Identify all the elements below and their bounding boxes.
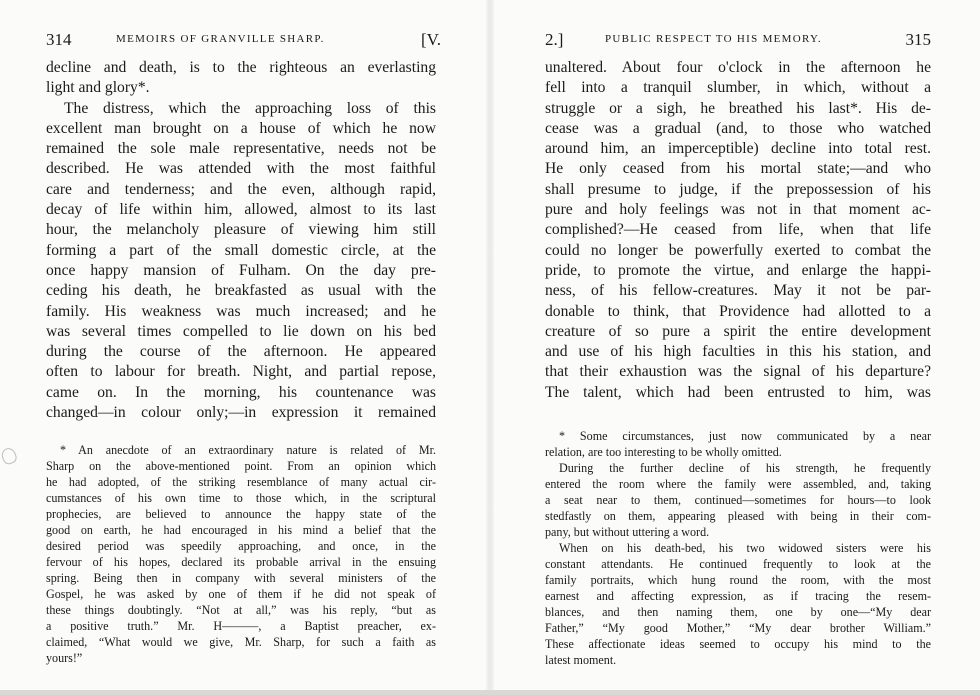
margin-pencil-mark <box>0 446 18 466</box>
body-line: unaltered. About four o'clock in the afternoon he <box>545 59 931 76</box>
right-page <box>490 0 980 695</box>
body-line: pure and holy feelings was not in that moment ac- <box>545 201 931 219</box>
footnote-line: fervour of his hopes, declared its probable arrival in the ensuing <box>46 555 436 569</box>
left-page-header <box>46 30 441 52</box>
footnote-line: * Some circumstances, just now communicated by a near <box>559 429 931 443</box>
body-line: that their exhaustion was the signal of his departure? <box>545 363 931 381</box>
footnote-line: he had adopted, of the striking resemblance of many actual cir- <box>46 475 436 489</box>
right-footnote <box>545 428 931 668</box>
footnote-line: a positive truth.” Mr. H———, a Baptist preacher, ex- <box>46 619 436 633</box>
footnote-line: constant attendants. He continued frequently to look at the <box>545 557 931 571</box>
body-line: family. His weakness was much increased; and he <box>46 302 436 320</box>
body-line: donable to think, that Providence had allotted to a <box>545 302 931 320</box>
body-line: forming a part of the small domestic circle, at the <box>46 241 436 259</box>
footnote-line: When on his death-bed, his two widowed sisters were his <box>559 541 931 555</box>
footnote-line: yours!” <box>46 651 83 665</box>
footnote-line: stedfastly on them, appearing pleased with being in their com- <box>545 509 931 523</box>
body-line: light and glory*. <box>46 79 150 97</box>
right-section-mark: 2.] <box>545 30 564 49</box>
footnote-line: entered the room where the family were assembled, and, taking <box>545 477 931 491</box>
footnote-line: earnest and affecting expression, as if tracing the resem- <box>545 589 931 603</box>
footnote-line: These affectionate ideas seemed to occupy his mind to the <box>545 637 931 651</box>
footnote-line: cumstances of his own time to those which, in the scriptural <box>46 491 436 505</box>
body-line: care and tenderness; and the even, although rapid, <box>46 180 436 198</box>
footnote-line: * An anecdote of an extraordinary nature is related of Mr. <box>60 443 436 457</box>
footnote-line: prophecies, are believed to announce the happy state of the <box>46 507 436 521</box>
body-line: came on. In the morning, his countenance was <box>46 383 436 401</box>
page-bottom-edge <box>0 690 980 695</box>
footnote-line: spring. Being then in company with several ministers of the <box>46 571 436 585</box>
right-body-text <box>545 58 931 403</box>
right-page-header <box>545 30 931 52</box>
body-line: decay of life within him, allowed, almost to its last <box>46 201 436 219</box>
footnote-line: pany, but without uttering a word. <box>545 525 710 539</box>
body-line: hour, the melancholy pleasure of viewing him still <box>46 221 436 239</box>
body-line: during the course of the afternoon. He appeared <box>46 343 436 361</box>
body-line: creature of so pure a spirit the entire development <box>545 322 931 340</box>
body-line: ness, of his fellow-creatures. May it not be par- <box>545 282 931 300</box>
body-line: fell into a tranquil slumber, in which, without a <box>545 79 931 97</box>
body-line: remained the sole male representative, needs not be <box>46 140 436 158</box>
footnote-line: Gospel, he was asked by one of them if he did not speak of <box>46 587 436 601</box>
body-line: The distress, which the approaching loss of this <box>64 99 436 117</box>
body-line: around him, an imperceptible) decline into total rest. <box>545 140 931 158</box>
footnote-line: Sharp on the above-mentioned point. From an opinion which <box>46 459 436 473</box>
left-page-number: 314 <box>46 30 72 49</box>
body-line: ceding his death, he breakfasted as usual with the <box>46 282 436 300</box>
body-line: excellent man brought on a house of which he now <box>46 119 436 137</box>
body-line: struggle or a sigh, he breathed his last*. His de- <box>545 99 931 117</box>
footnote-line: claimed, “What would we give, Mr. Sharp, for such a faith as <box>46 635 436 649</box>
body-line: cease was a gradual (and, to those who watched <box>545 119 931 137</box>
body-line: The talent, which had been entrusted to him, was <box>545 383 931 401</box>
body-line: was several times compelled to lie down on his bed <box>46 322 436 340</box>
body-line: pride, to promote the virtue, and enlarge the happi- <box>545 261 931 279</box>
body-line: described. He was attended with the most faithful <box>46 160 436 178</box>
body-line: often to labour for breath. Night, and partial repose, <box>46 363 436 381</box>
body-line: changed—in colour only;—in expression it remained <box>46 404 436 422</box>
left-footnote <box>46 442 436 666</box>
body-line: complished?—He ceased from life, when that life <box>545 221 931 239</box>
left-section-mark: [V. <box>421 30 441 49</box>
right-running-title: PUBLIC RESPECT TO HIS MEMORY. <box>605 33 822 45</box>
footnote-line: During the further decline of his strength, he frequently <box>559 461 931 475</box>
right-page-number: 315 <box>905 30 931 49</box>
footnote-line: relation, are too interesting to be wholly omitted. <box>545 445 782 459</box>
body-line: decline and death, is to the righteous an everlasting <box>46 59 436 76</box>
footnote-line: latest moment. <box>545 653 617 667</box>
body-line: He only ceased from his mortal state;—and who <box>545 160 931 178</box>
footnote-line: family portraits, which hung round the room, with the most <box>545 573 931 587</box>
footnote-line: a seat near to them, continued—sometimes for hours—to look <box>545 493 931 507</box>
body-line: once happy mansion of Fulham. On the day pre- <box>46 261 436 279</box>
footnote-line: desired period was speedily approaching, and once, in the <box>46 539 436 553</box>
footnote-line: Father,” “My good Mother,” “My dear brother William.” <box>545 621 931 635</box>
left-running-title: MEMOIRS OF GRANVILLE SHARP. <box>116 33 325 45</box>
left-body-text <box>46 58 436 423</box>
body-line: and use of his high faculties in this his station, and <box>545 343 931 361</box>
footnote-line: blances, and then naming them, one by one—“My dear <box>545 605 931 619</box>
footnote-line: good on earth, he had encouraged in his mind a belief that the <box>46 523 436 537</box>
footnote-line: these things doubtingly. “Not at all,” was his reply, “but as <box>46 603 436 617</box>
body-line: could no longer be powerfully exerted to combat the <box>545 241 931 259</box>
body-line: shall presume to judge, if the prepossession of his <box>545 180 931 198</box>
